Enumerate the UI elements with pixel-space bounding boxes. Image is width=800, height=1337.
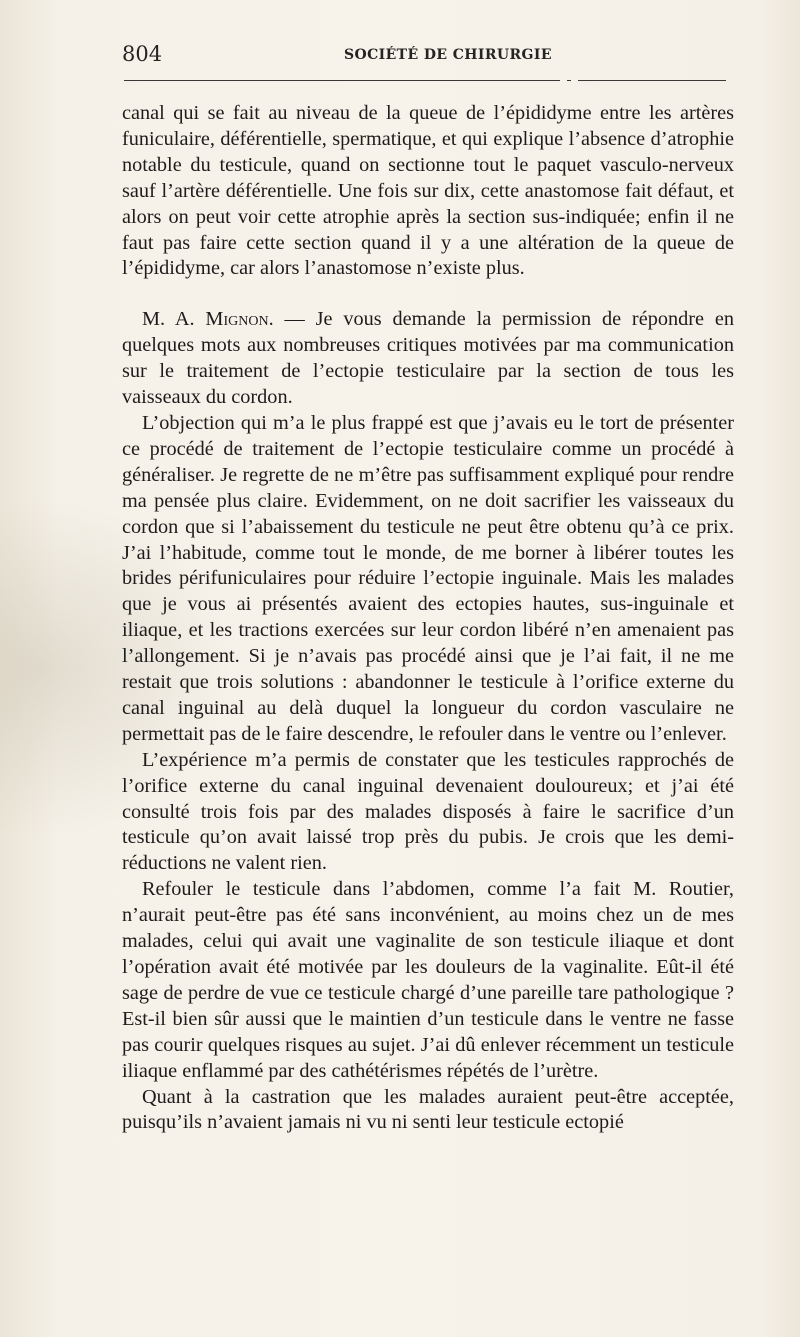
paragraph-text: . — Je vous demande la permission de répondre en quelques mots aux nombreuses critiques motivées par ma communication sur le traitement de l’ectopie testiculaire par la section de tous les vaisseaux du cordon.	[122, 308, 735, 409]
paragraph: Refouler le testicule dans l’abdomen, comme l’a fait M. Routier, n’aurait peut-être pas été sans inconvénient, au moins chez un de mes malades, celui qui avait une vaginalite de son testicule iliaque et dont l’opération avait été motivée par les douleurs de la vaginalite. Eût-il été sage de perdre de vue ce testicule chargé d’une pareille tare pathologique ? Est-il bien sûr aussi que le maintien d’un testicule dans le ventre ne fasse pas courir quelques risques au sujet. J’ai dû enlever récemment un testicule iliaque enflammé par des cathétérismes répétés de l’urètre.	[122, 878, 734, 1082]
body-text	[122, 101, 734, 1136]
page-number: 804	[122, 42, 163, 66]
paragraph: L’expérience m’a permis de constater que les testicules rapprochés de l’orifice externe du canal inguinal devenaient douloureux; et j’ai été consulté trois fois par des malades disposés à faire le sacrifice d’un testicule qu’on avait laissé trop près du pubis. Je crois que les demi-réductions ne valent rien.	[122, 748, 734, 875]
header-rule-dash	[567, 80, 571, 81]
header-rule-end	[578, 80, 726, 81]
speaker-prefix: M. A.	[142, 308, 206, 331]
page-header	[118, 38, 730, 68]
speaker-name: Mignon	[205, 308, 269, 331]
paragraph-continued: canal qui se fait au niveau de la queue de l’épididyme entre les artères funiculaire, déférentielle, spermatique, et qui explique l’absence d’atrophie notable du testicule, quand on sectionne tout le paquet vasculo-nerveux sauf l’artère déférentielle. Une fois sur dix, cette anastomose fait défaut, et alors on peut voir cette atrophie après la section sus-indiquée; enfin il ne faut pas faire cette section quand il y a une altération de la queue de l’épididyme, car alors l’anastomose n’existe plus.	[122, 102, 734, 280]
paragraph: L’objection qui m’a le plus frappé est que j’avais eu le tort de présenter ce procédé de traitement de l’ectopie testiculaire comme un procédé à généraliser. Je regrette de ne m’être pas suffisamment expliqué pour rendre ma pensée plus claire. Evidemment, on ne doit sacrifier les vaisseaux du cordon que si l’abaissement du testicule ne peut être obtenu qu’à ce prix. J’ai l’habitude, comme tout le monde, de me borner à libérer toutes les brides périfuniculaires pour réduire l’ectopie inguinale. Mais les malades que je vous ai présentés avaient des ectopies hautes, sus-inguinale et iliaque, et les tractions exercées sur leur cordon libéré n’en amenaient pas l’allongement. Si je n’avais pas procédé ainsi que je l’ai fait, il ne me restait que trois solutions : abandonner le testicule à l’orifice externe du canal inguinal au delà duquel la longueur du cordon vasculaire ne permettait pas de le faire descendre, le refouler dans le ventre ou l’enlever.	[122, 411, 734, 745]
paragraph-speaker-intro	[122, 307, 734, 411]
paragraph-truncated: Quant à la castration que les malades auraient peut-être acceptée, puisqu’ils n’avaient jamais ni vu ni senti leur testicule ectopié	[122, 1085, 734, 1134]
header-rule	[124, 80, 560, 81]
running-head: SOCIÉTÉ DE CHIRURGIE	[344, 47, 552, 63]
